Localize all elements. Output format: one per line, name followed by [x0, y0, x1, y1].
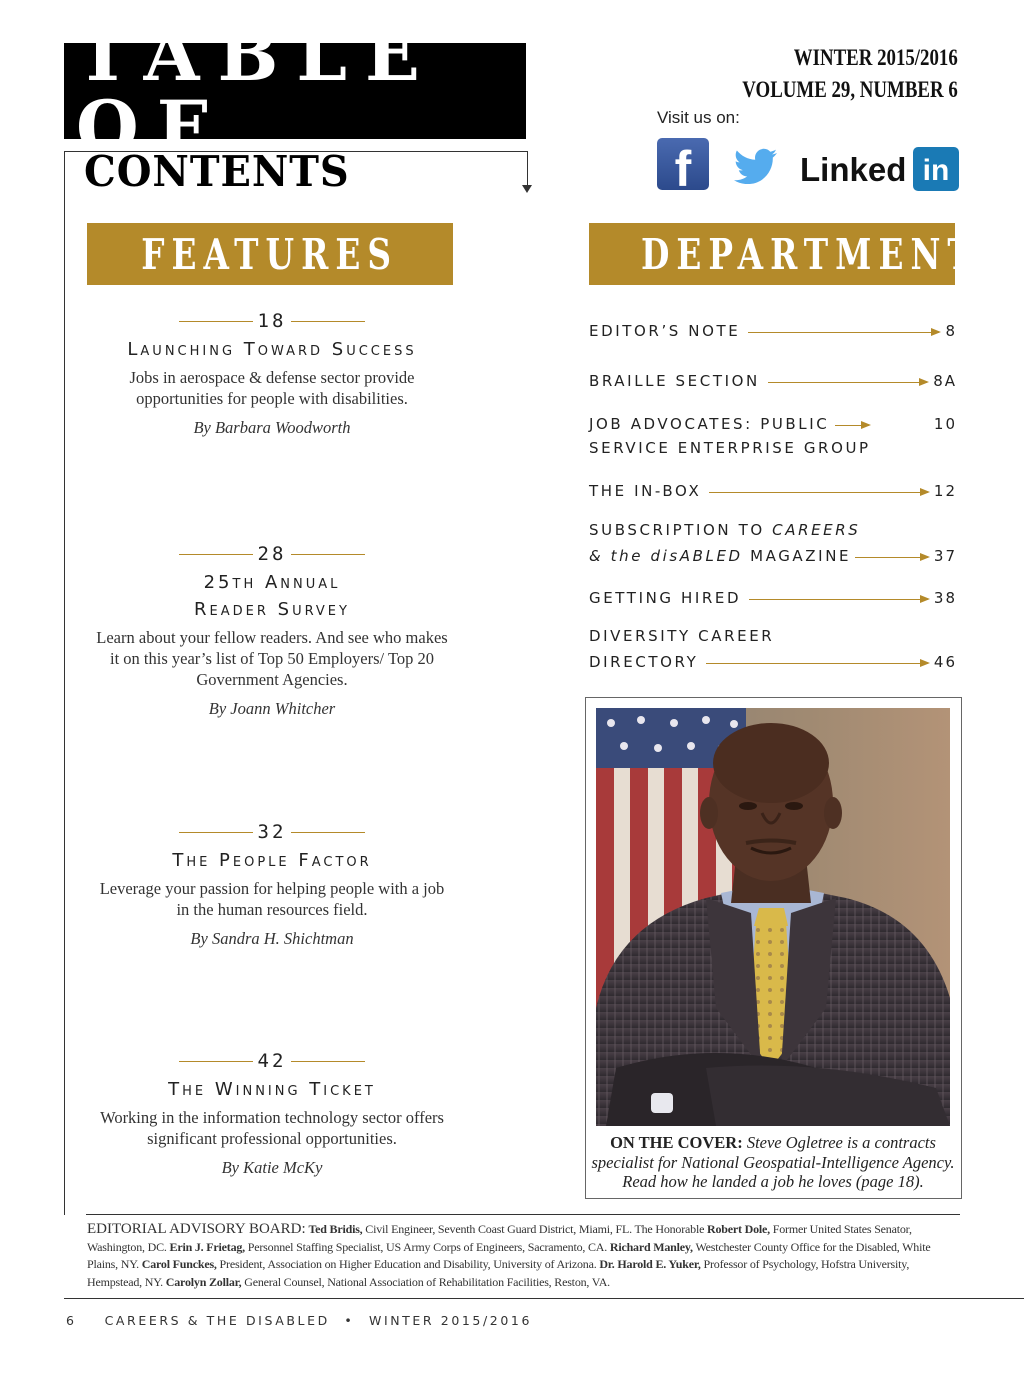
editorial-advisory-board: [87, 1221, 960, 1291]
department-label-line2: SERVICE ENTERPRISE GROUP: [589, 439, 871, 457]
feature-page-row: [84, 1050, 460, 1072]
feature-item[interactable]: [84, 310, 460, 438]
feature-page: 18: [257, 310, 287, 332]
department-item[interactable]: [589, 518, 957, 568]
advisory-top-rule: [86, 1214, 960, 1215]
feature-description: Leverage your passion for helping people with a job in the human resources field.: [99, 879, 445, 919]
features-heading-text: FEATURES: [141, 230, 399, 279]
advisory-lead: EDITORIAL ADVISORY BOARD:: [87, 1221, 306, 1237]
departments-heading: [589, 223, 1010, 285]
linkedin-wordmark[interactable]: Linked: [800, 151, 907, 188]
page-footer: [66, 1313, 532, 1328]
feature-byline: By Katie McKy: [221, 1158, 323, 1177]
advisory-member-name: Robert Dole,: [707, 1222, 770, 1236]
features-heading: [87, 223, 453, 285]
feature-item[interactable]: [84, 543, 460, 719]
gold-arrow-icon: [855, 557, 928, 558]
advisory-member-detail: Former United States Senator, Washington, DC.: [87, 1222, 912, 1254]
advisory-member-name: Richard Manley,: [609, 1239, 693, 1254]
cover-caption: [586, 1133, 960, 1192]
advisory-member-detail: Personnel Staffing Specialist, US Army Corps of Engineers, Sacramento, CA.: [247, 1239, 608, 1254]
department-label: THE IN-BOX: [589, 481, 702, 500]
facebook-icon[interactable]: [657, 138, 709, 190]
feature-byline: By Barbara Woodworth: [193, 418, 351, 437]
frame-left-rule: [64, 151, 65, 1215]
feature-title: The Winning Ticket: [168, 1079, 376, 1100]
issue-info: [743, 42, 958, 106]
department-label-line2: DIRECTORY: [589, 652, 699, 671]
gold-rule: [291, 321, 365, 322]
issue-season: WINTER 2015/2016: [794, 45, 958, 70]
feature-page: 32: [257, 821, 287, 843]
department-label: BRAILLE SECTION: [589, 371, 760, 390]
gold-arrow-icon: [835, 425, 869, 426]
feature-title: 25th Annual: [203, 572, 341, 593]
gold-rule: [179, 321, 253, 322]
feature-byline: By Joann Whitcher: [208, 699, 336, 718]
feature-page-row: [84, 821, 460, 843]
department-page: 8A: [933, 371, 957, 390]
footer-rule: [64, 1298, 1024, 1299]
gold-arrow-icon: [706, 663, 928, 664]
department-item[interactable]: [589, 318, 957, 343]
gold-arrow-icon: [749, 599, 928, 600]
department-item[interactable]: [589, 411, 957, 461]
advisory-member-name: Ted Bridis,: [308, 1222, 363, 1236]
feature-byline: By Sandra H. Shichtman: [190, 929, 354, 948]
departments-heading-text: DEPARTMENTS: [640, 230, 1010, 279]
gold-arrow-icon: [709, 492, 928, 493]
department-page: 8: [945, 321, 957, 340]
department-label: DIVERSITY CAREER: [589, 627, 775, 645]
advisory-member-detail: Westchester County Office for the Disabled, White Plains, NY.: [87, 1239, 931, 1272]
department-label-suffix: MAGAZINE: [742, 546, 852, 565]
feature-description: Learn about your fellow readers. And see who makes it on this year’s list of Top 50 Employers/ Top 20 Government Agencies.: [96, 628, 448, 689]
feature-page: 42: [257, 1050, 287, 1072]
department-label-prefix: SUBSCRIPTION TO: [589, 521, 773, 539]
twitter-icon[interactable]: [733, 148, 779, 184]
advisory-member-name: Erin J. Frietag,: [169, 1239, 245, 1254]
department-label: EDITOR’S NOTE: [589, 321, 741, 340]
department-label: GETTING HIRED: [589, 588, 742, 607]
advisory-member-detail: Civil Engineer, Seventh Coast Guard District, Miami, FL. The Honorable: [365, 1222, 705, 1236]
department-label-italic2: & the disABLED: [589, 546, 743, 565]
footer-bullet: •: [344, 1313, 355, 1328]
feature-description: Working in the information technology sector offers significant professional opportunities.: [100, 1108, 444, 1148]
visit-label: Visit us on:: [657, 108, 740, 127]
department-page: 10: [933, 414, 957, 433]
feature-page: 28: [257, 543, 287, 565]
department-item[interactable]: [589, 624, 957, 674]
cover-photo-illustration: [596, 708, 950, 1126]
gold-arrow-icon: [768, 382, 927, 383]
page-title: TABLE OF: [76, 10, 438, 171]
cover-caption-lead: ON THE COVER:: [610, 1133, 743, 1152]
gold-rule: [179, 554, 253, 555]
department-page: 46: [933, 652, 957, 671]
issue-volume: VOLUME 29, NUMBER 6: [742, 77, 958, 102]
gold-rule: [179, 1061, 253, 1062]
page-title-contents: CONTENTS: [84, 147, 350, 196]
feature-description: Jobs in aerospace & defense sector provide opportunities for people with disabilities.: [129, 368, 415, 408]
department-label-italic: CAREERS: [772, 521, 861, 539]
gold-rule: [291, 832, 365, 833]
advisory-member-name: Carol Funckes,: [141, 1257, 217, 1272]
title-arrow-stem: [527, 151, 528, 187]
feature-item[interactable]: [84, 821, 460, 949]
cover-photo: [596, 708, 950, 1126]
publication-name: CAREERS & THE DISABLED: [104, 1313, 330, 1328]
department-page: 38: [933, 588, 957, 607]
department-page: 12: [933, 481, 957, 500]
feature-title: The People Factor: [172, 850, 372, 871]
arrow-down-icon: [522, 185, 532, 193]
linkedin-icon[interactable]: in: [913, 147, 959, 191]
cover-caption-text: Steve Ogletree is a contracts specialist for National Geospatial-Intelligence Agency. Read how he landed a job he loves (page 18).: [591, 1133, 955, 1191]
department-label-line2: [589, 547, 851, 565]
gold-rule: [179, 832, 253, 833]
footer-issue: WINTER 2015/2016: [368, 1313, 533, 1328]
gold-rule: [291, 1061, 365, 1062]
advisory-member-name: Carolyn Zollar,: [165, 1274, 242, 1289]
gold-arrow-icon: [748, 332, 939, 333]
facebook-glyph: f: [674, 141, 692, 190]
gold-rule: [291, 554, 365, 555]
advisory-member-detail: General Counsel, National Association of Rehabilitation Facilities, Reston, VA.: [244, 1274, 610, 1289]
title-banner: [64, 10, 526, 171]
feature-title-line2: Reader Survey: [194, 599, 350, 620]
feature-title: Launching Toward Success: [127, 339, 417, 360]
department-item[interactable]: [589, 585, 957, 610]
department-label: [589, 518, 957, 543]
department-item[interactable]: [589, 368, 957, 393]
department-label: JOB ADVOCATES: PUBLIC: [589, 414, 830, 433]
advisory-member-detail: President, Association on Higher Education and Disability, University of Arizona.: [219, 1257, 597, 1272]
feature-page-row: [84, 310, 460, 332]
feature-item[interactable]: [84, 1050, 460, 1178]
department-item[interactable]: [589, 478, 957, 503]
department-page: 37: [933, 546, 957, 565]
feature-page-row: [84, 543, 460, 565]
page-number: 6: [66, 1313, 77, 1328]
advisory-member-name: Dr. Harold E. Yuker,: [599, 1257, 701, 1272]
advisory-member-detail: Professor of Psychology, Hofstra University, Hempstead, NY.: [87, 1257, 910, 1289]
